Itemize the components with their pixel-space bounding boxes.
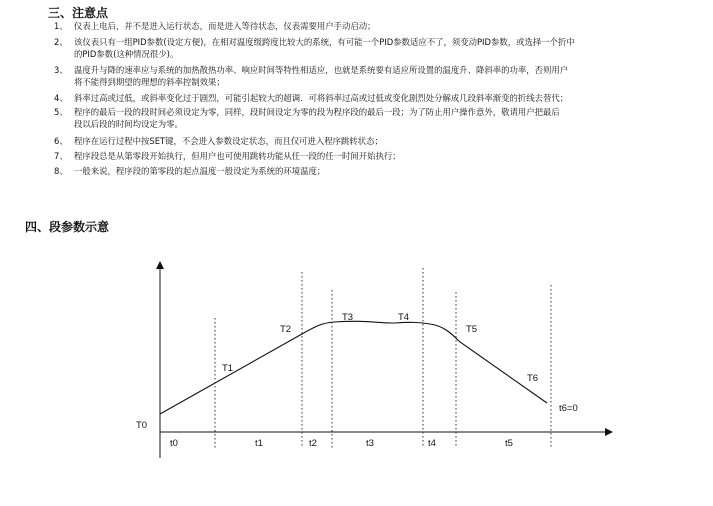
time-label-t1: t1 (255, 438, 263, 449)
note-number: 6、 (54, 136, 68, 146)
note-text: 温度升与降的速率应与系统的加热散热功率、响应时间等特性相适应，也就是系统要有适应所设置的温度升、降斜率的功率，否则用户 (74, 65, 569, 75)
section-4-heading: 四、段参数示意 (25, 220, 110, 234)
note-number: 7、 (54, 151, 68, 161)
note-text: 程序的最后一段的段时间必须设定为零，同样，段时间设定为零的段为程序段的最后一段；为了防止用户操作意外，敬请用户把最后 (74, 107, 560, 117)
note-text: 该仪表只有一组PID参数(设定方便)，在相对温度级跨度比较大的系统，有可能一个PID参数适应不了，须变动PID参数，或选择一个折中 (74, 37, 575, 47)
end-time-label: t6=0 (559, 403, 578, 414)
note-number: 4、 (54, 93, 68, 103)
note-number: 2、 (54, 37, 68, 47)
note-text: 斜率过高或过低，或斜率变化过于剧烈，可能引起较大的超调．可将斜率过高或过低或变化剧烈处分解成几段斜率渐变的折线去替代； (74, 93, 569, 103)
note-text: 程序段总是从第零段开始执行，但用户也可使用跳转功能从任一段的任一时间开始执行； (74, 151, 401, 161)
time-label-t3: t3 (366, 438, 374, 449)
temp-label-t5: T5 (466, 324, 478, 335)
temp-label-t0: T0 (136, 420, 148, 431)
note-text: 将不能得到期望的理想的斜率控制效果； (74, 77, 225, 87)
section-3-heading: 三、注意点 (48, 6, 109, 20)
time-label-t0: t0 (170, 438, 178, 449)
note-text: 仪表上电后，并不是进入运行状态，而是进入等待状态，仪表需要用户手动启动； (74, 21, 376, 31)
note-number: 1、 (54, 21, 68, 31)
temp-label-t1: T1 (222, 363, 234, 374)
note-text: 的PID参数(这种情况很少)。 (74, 49, 179, 59)
time-label-t4: t4 (428, 438, 436, 449)
temp-label-t2: T2 (280, 324, 292, 335)
note-number: 5、 (54, 107, 68, 117)
note-number: 8、 (54, 166, 68, 176)
temp-label-t6: T6 (527, 373, 539, 384)
note-text: 段以后段的时间均设定为零。 (74, 119, 183, 129)
time-label-t5: t5 (505, 438, 513, 449)
temp-label-t4: T4 (398, 312, 410, 323)
note-text: 一般来说，程序段的第零段的起点温度一般设定为系统的环境温度； (74, 166, 326, 176)
time-label-t2: t2 (309, 438, 317, 449)
temp-label-t3: T3 (342, 312, 354, 323)
note-number: 3、 (54, 65, 68, 75)
note-text: 程序在运行过程中按SET键，不会进入参数设定状态，而且仅可进入程序跳转状态； (74, 136, 383, 146)
temperature-profile-line (160, 321, 547, 414)
